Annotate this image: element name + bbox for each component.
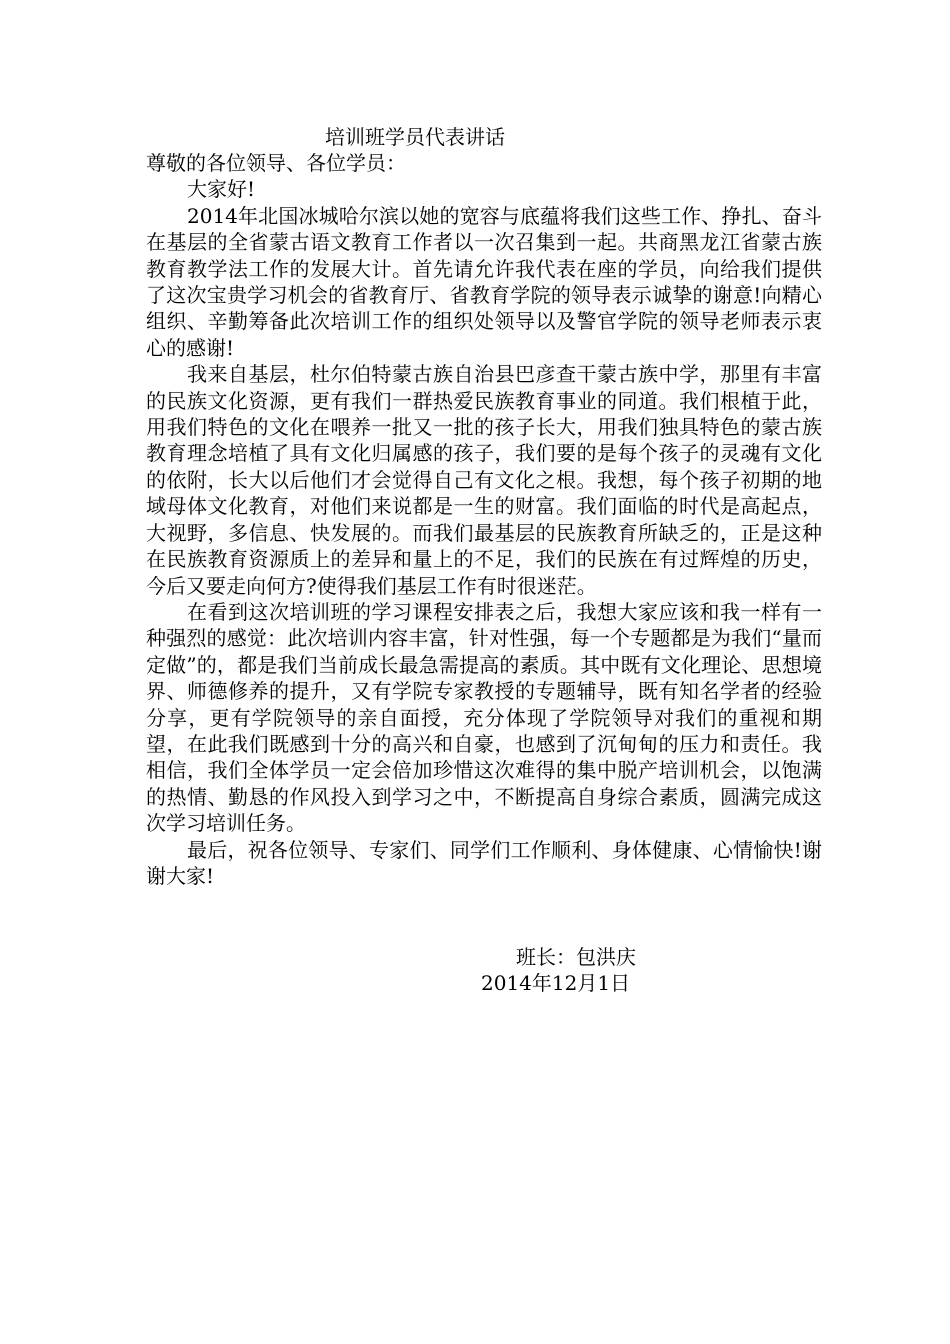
document-title: 培训班学员代表讲话 bbox=[325, 125, 505, 149]
signature: 班长：包洪庆 bbox=[516, 945, 636, 969]
signature-date: 2014年12月1日 bbox=[481, 971, 631, 995]
paragraph-4: 最后，祝各位领导、专家们、同学们工作顺利、身体健康、心情愉快!谢谢大家! bbox=[146, 837, 822, 888]
greeting: 大家好! bbox=[187, 177, 256, 202]
document-body bbox=[146, 150, 822, 889]
paragraph-1: 2014年北国冰城哈尔滨以她的宽容与底蕴将我们这些工作、挣扎、奋斗在基层的全省蒙古语文教育工作者以一次召集到一起。共商黑龙江省蒙古族教育教学法工作的发展大计。首先请允许我代表在座的学员，向给我们提供了这次宝贵学习机会的省教育厅、省教育学院的领导表示诚挚的谢意!向精心组织、辛勤筹备此次培训工作的组织处领导以及警官学院的领导老师表示衷心的感谢! bbox=[146, 203, 822, 360]
paragraph-3: 在看到这次培训班的学习课程安排表之后，我想大家应该和我一样有一种强烈的感觉：此次培训内容丰富，针对性强，每一个专题都是为我们“量而定做”的，都是我们当前成长最急需提高的素质。其中既有文化理论、思想境界、师德修养的提升，又有学院专家教授的专题辅导，既有知名学者的经验分享，更有学院领导的亲自面授，充分体现了学院领导对我们的重视和期望，在此我们既感到十分的高兴和自豪，也感到了沉甸甸的压力和责任。我相信，我们全体学员一定会倍加珍惜这次难得的集中脱产培训机会，以饱满的热情、勤恳的作风投入到学习之中，不断提高自身综合素质，圆满完成这次学习培训任务。 bbox=[146, 599, 822, 836]
paragraph-2: 我来自基层，杜尔伯特蒙古族自治县巴彦查干蒙古族中学，那里有丰富的民族文化资源，更有我们一群热爱民族教育事业的同道。我们根植于此，用我们特色的文化在喂养一批又一批的孩子长大，用我们独具特色的蒙古族教育理念培植了具有文化归属感的孩子，我们要的是每个孩子的灵魂有文化的依附，长大以后他们才会觉得自己有文化之根。我想，每个孩子初期的地域母体文化教育，对他们来说都是一生的财富。我们面临的时代是高起点，大视野，多信息、快发展的。而我们最基层的民族教育所缺乏的，正是这种在民族教育资源质上的差异和量上的不足，我们的民族在有过辉煌的历史，今后又要走向何方?使得我们基层工作有时很迷茫。 bbox=[146, 362, 822, 598]
salutation: 尊敬的各位领导、各位学员： bbox=[146, 151, 406, 175]
